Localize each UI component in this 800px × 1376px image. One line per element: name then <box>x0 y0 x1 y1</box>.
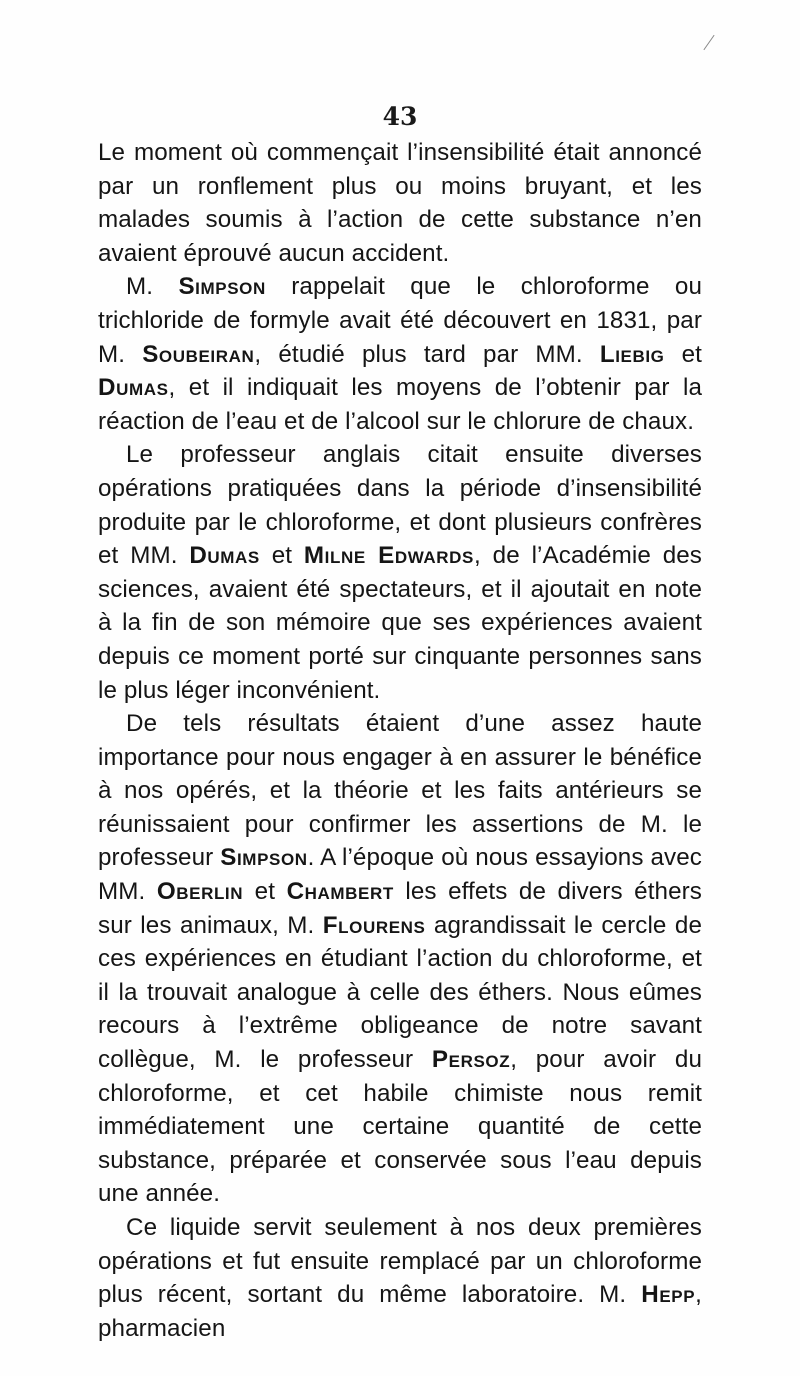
text-run: M. <box>126 273 179 301</box>
proper-name: Simpson <box>220 844 308 872</box>
text-run: les effets de divers éthers sur les animaux, M. <box>98 878 703 939</box>
proper-name: Dumas <box>98 374 169 402</box>
paragraph <box>98 136 702 270</box>
text-run: Le professeur anglais citait ensuite diverses opérations pratiquées dans la période d’insensibilité produite par le chloroforme, et dont plusieurs confrères et MM. <box>98 441 702 570</box>
text-run: , pour avoir du chloroforme, et cet habile chimiste nous remit immédiatement une certaine quantité de cette substance, préparée et conservée sous l’eau depuis une année. <box>98 1046 702 1208</box>
pencil-mark <box>703 35 714 50</box>
text-run: , et il indiquait les moyens de l’obtenir par la réaction de l’eau et de l’alcool sur le chlorure de chaux. <box>98 374 702 435</box>
proper-name: Liebig <box>599 340 665 368</box>
proper-name: Chambert <box>286 878 394 906</box>
proper-name: Simpson <box>178 273 266 301</box>
paragraph <box>98 707 702 1211</box>
text-run: et <box>664 340 702 368</box>
paragraph <box>98 1211 702 1345</box>
text-run: Ce liquide servit seulement à nos deux premières opérations et fut ensuite remplacé par un chloroforme plus récent, sortant du même laboratoire. M. <box>98 1214 702 1309</box>
text-run: et <box>259 542 304 570</box>
text-run: , pharmacien <box>98 1281 702 1342</box>
text-run: De tels résultats étaient d’une assez haute importance pour nous engager à en assurer le bénéfice à nos opérés, et la théorie et les faits antérieurs se réunissaient pour confirmer les assertions de M. le professeur <box>98 710 702 872</box>
text-run: agrandissait le cercle de ces expériences en étudiant l’action du chloroforme, et il la trouvait analogue à celle des éthers. Nous eûmes recours à l’extrême obligeance de notre savant collègue, M. le professeur <box>98 911 702 1074</box>
proper-name: Hepp <box>641 1281 696 1309</box>
paragraph <box>98 438 702 707</box>
text-run: Le moment où commençait l’insensibilité était annoncé par un ronflement plus ou moins bruyant, et les malades soumis à l’action de cette substance n’en avaient éprouvé aucun accident. <box>98 139 702 267</box>
body-text <box>98 136 702 1345</box>
text-run: , étudié plus tard par MM. <box>254 340 600 368</box>
paragraph <box>98 270 702 438</box>
text-run: . A l’époque où nous essayions avec MM. <box>98 844 702 906</box>
text-run: , de l’Académie des sciences, avaient été spectateurs, et il ajoutait en note à la fin de son mémoire que ses expériences avaient depuis ce moment porté sur cinquante personnes sans le plus léger inconvénient. <box>98 542 702 704</box>
proper-name: Soubeiran <box>142 340 255 368</box>
text-run: rappelait que le chloroforme ou trichloride de formyle avait été découvert en 1831, par M. <box>98 273 703 368</box>
proper-name: Milne Edwards <box>303 542 474 570</box>
text-run: et <box>243 878 287 906</box>
page-number: 43 <box>382 102 418 131</box>
proper-name: Oberlin <box>156 878 244 906</box>
proper-name: Dumas <box>189 542 260 570</box>
proper-name: Flourens <box>322 911 426 939</box>
proper-name: Persoz <box>431 1046 511 1074</box>
